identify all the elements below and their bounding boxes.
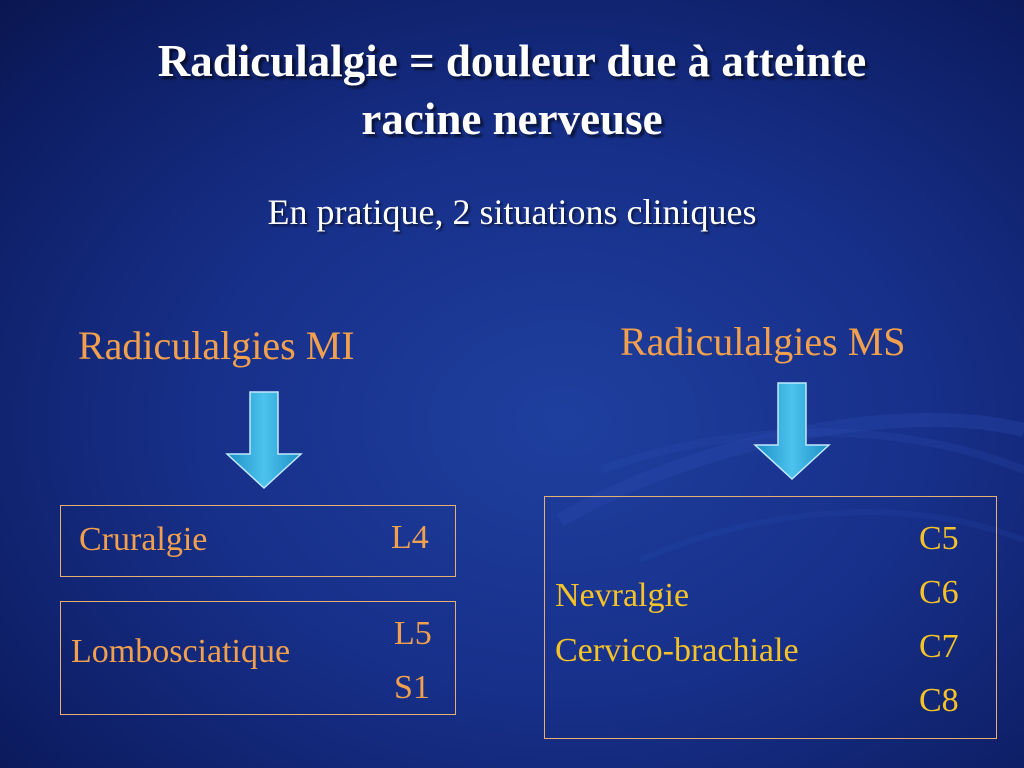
slide-subtitle: En pratique, 2 situations cliniques bbox=[267, 192, 757, 232]
nevralgie-label-line-1: Nevralgie bbox=[555, 577, 690, 614]
root-l4: L4 bbox=[391, 519, 429, 556]
root-s1: S1 bbox=[394, 669, 430, 706]
lombosciatique-label: Lombosciatique bbox=[71, 633, 291, 670]
title-line-1: Radiculalgie = douleur due à atteinte bbox=[157, 36, 867, 86]
down-arrow-icon bbox=[224, 390, 304, 490]
root-c6: C6 bbox=[919, 574, 959, 611]
heading-radiculalgies-mi: Radiculalgies MI bbox=[78, 323, 355, 368]
cruralgie-label: Cruralgie bbox=[79, 521, 208, 558]
cruralgie-box bbox=[60, 505, 456, 577]
heading-radiculalgies-ms: Radiculalgies MS bbox=[620, 319, 906, 364]
root-c7: C7 bbox=[919, 628, 959, 665]
lombosciatique-box bbox=[60, 601, 456, 715]
nevralgie-label-line-2: Cervico-brachiale bbox=[555, 632, 799, 669]
root-c8: C8 bbox=[919, 682, 959, 719]
title-line-2: racine nerveuse bbox=[361, 94, 663, 144]
root-c5: C5 bbox=[919, 520, 959, 557]
root-l5: L5 bbox=[394, 615, 432, 652]
slide-title bbox=[0, 32, 1024, 148]
down-arrow-icon bbox=[752, 381, 832, 481]
nevralgie-box bbox=[544, 496, 997, 739]
